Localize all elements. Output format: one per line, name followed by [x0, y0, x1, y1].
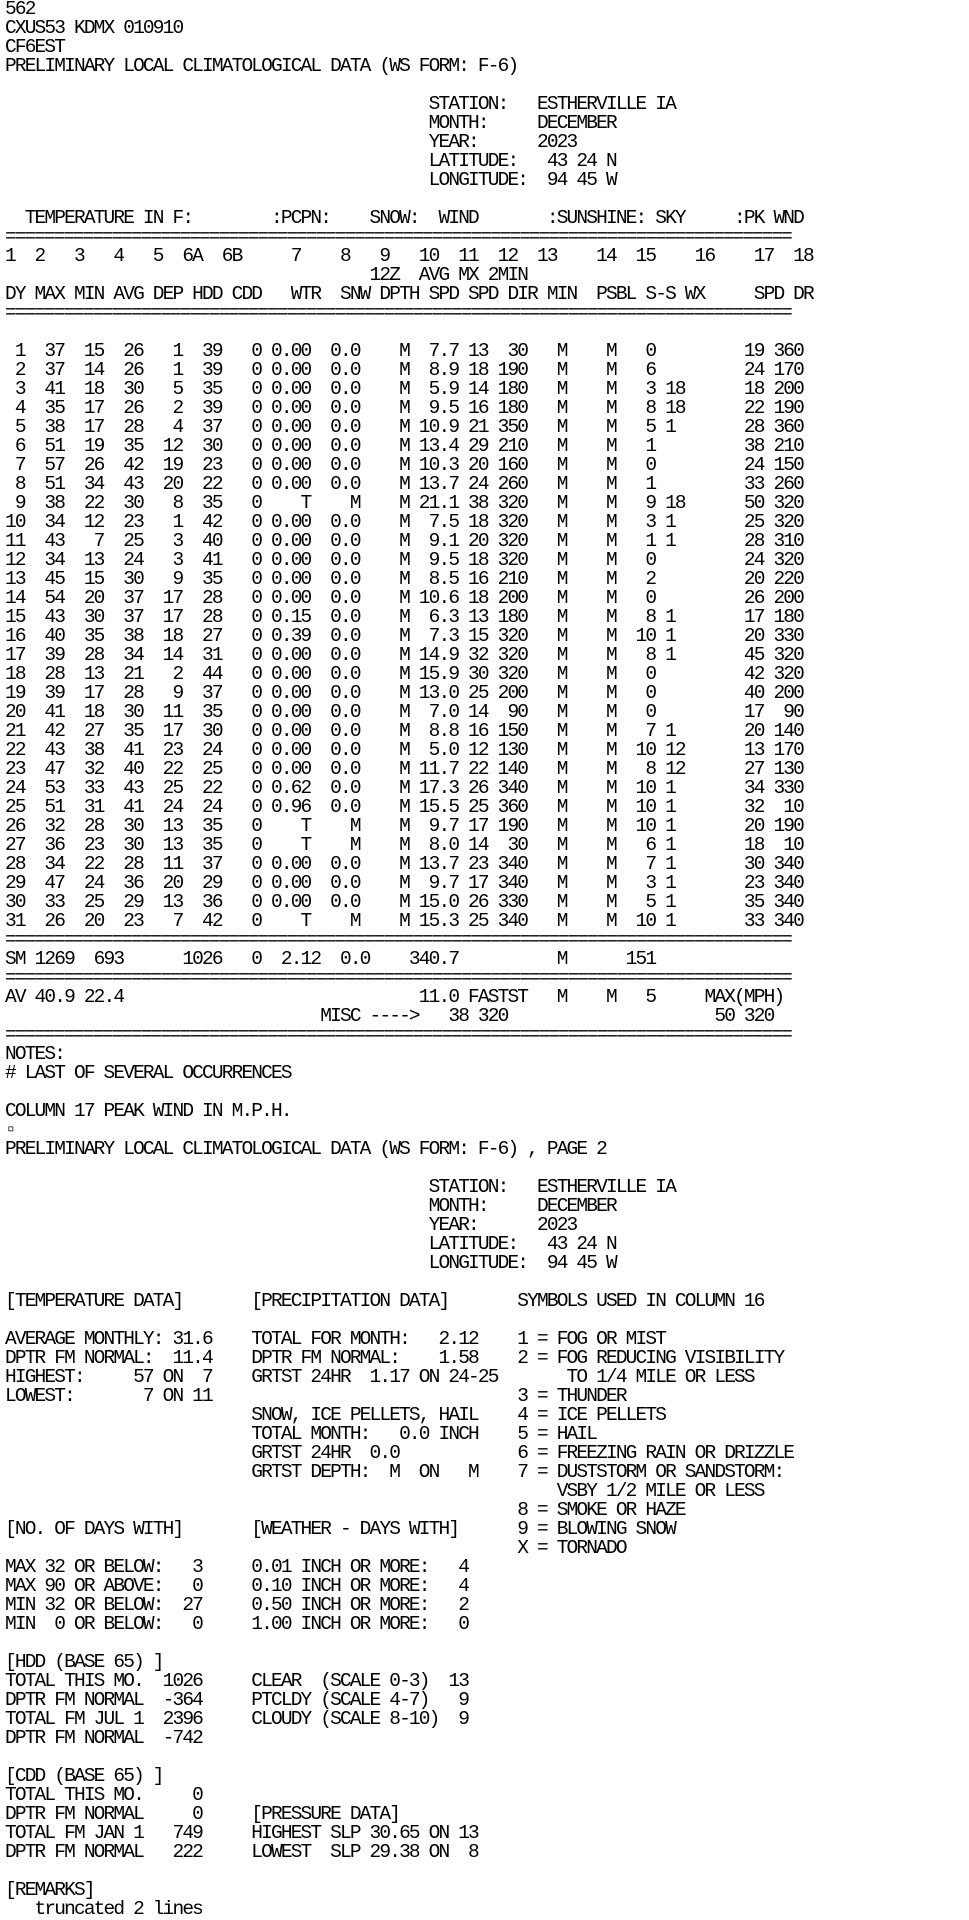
daily-data-row: 30 33 25 29 13 36 0 0.00 0.0 M 15.0 26 330 M M 5 1 35 340: [5, 893, 804, 912]
report-line: LOWEST: 7 ON 11 3 = THUNDER: [5, 1387, 626, 1406]
report-line: TOTAL FM JUL 1 2396 CLOUDY (SCALE 8-10) 9: [5, 1710, 469, 1729]
daily-data-row: 28 34 22 28 11 37 0 0.00 0.0 M 13.7 23 340 M M 7 1 30 340: [5, 855, 804, 874]
report-line: 8 = SMOKE OR HAZE: [5, 1501, 685, 1520]
report-line: LATITUDE: 43 24 N: [5, 152, 616, 171]
blank-line: [0, 1159, 969, 1178]
report-line: TEMPERATURE IN F: :PCPN: SNOW: WIND :SUNSHINE: SKY :PK WND: [5, 209, 804, 228]
daily-data-row: 29 47 24 36 20 29 0 0.00 0.0 M 9.7 17 340 M M 3 1 23 340: [5, 874, 804, 893]
report-line: PRELIMINARY LOCAL CLIMATOLOGICAL DATA (WS FORM: F-6) , PAGE 2: [5, 1140, 606, 1159]
report-line: HIGHEST: 57 ON 7 GRTST 24HR 1.17 ON 24-25 TO 1/4 MILE OR LESS: [5, 1368, 754, 1387]
report-line: MAX 90 OR ABOVE: 0 0.10 INCH OR MORE: 4: [5, 1577, 469, 1596]
daily-data-row: 10 34 12 23 1 42 0 0.00 0.0 M 7.5 18 320 M M 3 1 25 320: [5, 513, 804, 532]
report-line: DPTR FM NORMAL 0 [PRESSURE DATA]: [5, 1805, 400, 1824]
daily-data-row: 12 34 13 24 3 41 0 0.00 0.0 M 9.5 18 320 M M 0 24 320: [5, 551, 804, 570]
report-line: ▫: [5, 1121, 15, 1140]
report-line: [REMARKS]: [5, 1881, 94, 1900]
report-line: [HDD (BASE 65) ]: [5, 1653, 163, 1672]
daily-data-row: 13 45 15 30 9 35 0 0.00 0.0 M 8.5 16 210 M M 2 20 220: [5, 570, 804, 589]
report-line: COLUMN 17 PEAK WIND IN M.P.H.: [5, 1102, 291, 1121]
report-line: truncated 2 lines: [5, 1900, 203, 1919]
daily-data-row: 15 43 30 37 17 28 0 0.15 0.0 M 6.3 13 180 M M 8 1 17 180: [5, 608, 804, 627]
report-line: MAX 32 OR BELOW: 3 0.01 INCH OR MORE: 4: [5, 1558, 469, 1577]
daily-data-row: 17 39 28 34 14 31 0 0.00 0.0 M 14.9 32 320 M M 8 1 45 320: [5, 646, 804, 665]
report-line: MONTH: DECEMBER: [5, 114, 616, 133]
separator-line: =================================================================================: [5, 304, 791, 323]
daily-data-row: 26 32 28 30 13 35 0 T M M 9.7 17 190 M M 10 1 20 190: [5, 817, 804, 836]
blank-line: [0, 1311, 969, 1330]
report-line: PRELIMINARY LOCAL CLIMATOLOGICAL DATA (WS FORM: F-6): [5, 57, 518, 76]
report-line: MIN 0 OR BELOW: 0 1.00 INCH OR MORE: 0: [5, 1615, 469, 1634]
daily-data-row: 21 42 27 35 17 30 0 0.00 0.0 M 8.8 16 150 M M 7 1 20 140: [5, 722, 804, 741]
daily-data-row: 6 51 19 35 12 30 0 0.00 0.0 M 13.4 29 210 M M 1 38 210: [5, 437, 804, 456]
daily-data-row: 2 37 14 26 1 39 0 0.00 0.0 M 8.9 18 190 M M 6 24 170: [5, 361, 804, 380]
report-line: YEAR: 2023: [5, 1216, 577, 1235]
report-line: LATITUDE: 43 24 N: [5, 1235, 616, 1254]
blank-line: [0, 1748, 969, 1767]
daily-data-row: 24 53 33 43 25 22 0 0.62 0.0 M 17.3 26 340 M M 10 1 34 330: [5, 779, 804, 798]
daily-data-row: 22 43 38 41 23 24 0 0.00 0.0 M 5.0 12 130 M M 10 12 13 170: [5, 741, 804, 760]
blank-line: [0, 76, 969, 95]
blank-line: [0, 1273, 969, 1292]
report-line: SNOW, ICE PELLETS, HAIL 4 = ICE PELLETS: [5, 1406, 666, 1425]
report-line: SM 1269 693 1026 0 2.12 0.0 340.7 M 151: [5, 950, 656, 969]
daily-data-row: 3 41 18 30 5 35 0 0.00 0.0 M 5.9 14 180 M M 3 18 18 200: [5, 380, 804, 399]
daily-data-row: 18 28 13 21 2 44 0 0.00 0.0 M 15.9 30 320 M M 0 42 320: [5, 665, 804, 684]
report-line: CXUS53 KDMX 010910: [5, 19, 183, 38]
report-line: TOTAL MONTH: 0.0 INCH 5 = HAIL: [5, 1425, 597, 1444]
blank-line: [0, 190, 969, 209]
report-line: MISC ----> 38 320 50 320: [5, 1007, 774, 1026]
separator-line: =================================================================================: [5, 1026, 791, 1045]
separator-line: =================================================================================: [5, 969, 791, 988]
report-line: X = TORNADO: [5, 1539, 626, 1558]
daily-data-row: 7 57 26 42 19 23 0 0.00 0.0 M 10.3 20 160 M M 0 24 150: [5, 456, 804, 475]
daily-data-row: 14 54 20 37 17 28 0 0.00 0.0 M 10.6 18 200 M M 0 26 200: [5, 589, 804, 608]
report-line: TOTAL FM JAN 1 749 HIGHEST SLP 30.65 ON 13: [5, 1824, 478, 1843]
blank-line: [0, 1634, 969, 1653]
report-line: YEAR: 2023: [5, 133, 577, 152]
blank-line: [0, 1862, 969, 1881]
report-line: 562: [5, 0, 35, 19]
report-line: AVERAGE MONTHLY: 31.6 TOTAL FOR MONTH: 2.12 1 = FOG OR MIST: [5, 1330, 666, 1349]
report-line: GRTST 24HR 0.0 6 = FREEZING RAIN OR DRIZZLE: [5, 1444, 794, 1463]
blank-line: [0, 323, 969, 342]
daily-data-row: 25 51 31 41 24 24 0 0.96 0.0 M 15.5 25 360 M M 10 1 32 10: [5, 798, 804, 817]
report-line: LONGITUDE: 94 45 W: [5, 171, 616, 190]
report-line: DPTR FM NORMAL -364 PTCLDY (SCALE 4-7) 9: [5, 1691, 469, 1710]
daily-data-row: 8 51 34 43 20 22 0 0.00 0.0 M 13.7 24 260 M M 1 33 260: [5, 475, 804, 494]
daily-data-row: 23 47 32 40 22 25 0 0.00 0.0 M 11.7 22 140 M M 8 12 27 130: [5, 760, 804, 779]
daily-data-row: 4 35 17 26 2 39 0 0.00 0.0 M 9.5 16 180 M M 8 18 22 190: [5, 399, 804, 418]
report-line: [TEMPERATURE DATA] [PRECIPITATION DATA] SYMBOLS USED IN COLUMN 16: [5, 1292, 764, 1311]
daily-data-row: 31 26 20 23 7 42 0 T M M 15.3 25 340 M M 10 1 33 340: [5, 912, 804, 931]
report-line: NOTES:: [5, 1045, 65, 1064]
report-line: DY MAX MIN AVG DEP HDD CDD WTR SNW DPTH SPD SPD DIR MIN PSBL S-S WX SPD DR: [5, 285, 813, 304]
report-line: # LAST OF SEVERAL OCCURRENCES: [5, 1064, 291, 1083]
report-line: DPTR FM NORMAL 222 LOWEST SLP 29.38 ON 8: [5, 1843, 478, 1862]
report-line: LONGITUDE: 94 45 W: [5, 1254, 616, 1273]
blank-line: [0, 1083, 969, 1102]
report-line: STATION: ESTHERVILLE IA: [5, 95, 675, 114]
daily-data-row: 5 38 17 28 4 37 0 0.00 0.0 M 10.9 21 350 M M 5 1 28 360: [5, 418, 804, 437]
report-line: TOTAL THIS MO. 0: [5, 1786, 203, 1805]
report-line: CF6EST: [5, 38, 65, 57]
report-line: STATION: ESTHERVILLE IA: [5, 1178, 675, 1197]
daily-data-row: 1 37 15 26 1 39 0 0.00 0.0 M 7.7 13 30 M M 0 19 360: [5, 342, 804, 361]
report-line: AV 40.9 22.4 11.0 FASTST M M 5 MAX(MPH): [5, 988, 784, 1007]
report-line: 12Z AVG MX 2MIN: [5, 266, 528, 285]
report-line: [CDD (BASE 65) ]: [5, 1767, 163, 1786]
daily-data-row: 20 41 18 30 11 35 0 0.00 0.0 M 7.0 14 90 M M 0 17 90: [5, 703, 804, 722]
daily-data-row: 27 36 23 30 13 35 0 T M M 8.0 14 30 M M 6 1 18 10: [5, 836, 804, 855]
daily-data-row: 11 43 7 25 3 40 0 0.00 0.0 M 9.1 20 320 M M 1 1 28 310: [5, 532, 804, 551]
report-line: 1 2 3 4 5 6A 6B 7 8 9 10 11 12 13 14 15 16 17 18: [5, 247, 813, 266]
report-line: VSBY 1/2 MILE OR LESS: [5, 1482, 764, 1501]
daily-data-row: 9 38 22 30 8 35 0 T M M 21.1 38 320 M M 9 18 50 320: [5, 494, 804, 513]
report-line: GRTST DEPTH: M ON M 7 = DUSTSTORM OR SANDSTORM:: [5, 1463, 784, 1482]
separator-line: =================================================================================: [5, 228, 791, 247]
report-line: MIN 32 OR BELOW: 27 0.50 INCH OR MORE: 2: [5, 1596, 469, 1615]
daily-data-row: 19 39 17 28 9 37 0 0.00 0.0 M 13.0 25 200 M M 0 40 200: [5, 684, 804, 703]
separator-line: =================================================================================: [5, 931, 791, 950]
report-line: DPTR FM NORMAL: 11.4 DPTR FM NORMAL: 1.58 2 = FOG REDUCING VISIBILITY: [5, 1349, 784, 1368]
report-line: DPTR FM NORMAL -742: [5, 1729, 203, 1748]
report-line: TOTAL THIS MO. 1026 CLEAR (SCALE 0-3) 13: [5, 1672, 469, 1691]
daily-data-row: 16 40 35 38 18 27 0 0.39 0.0 M 7.3 15 320 M M 10 1 20 330: [5, 627, 804, 646]
report-line: MONTH: DECEMBER: [5, 1197, 616, 1216]
report-line: [NO. OF DAYS WITH] [WEATHER - DAYS WITH] 9 = BLOWING SNOW: [5, 1520, 675, 1539]
